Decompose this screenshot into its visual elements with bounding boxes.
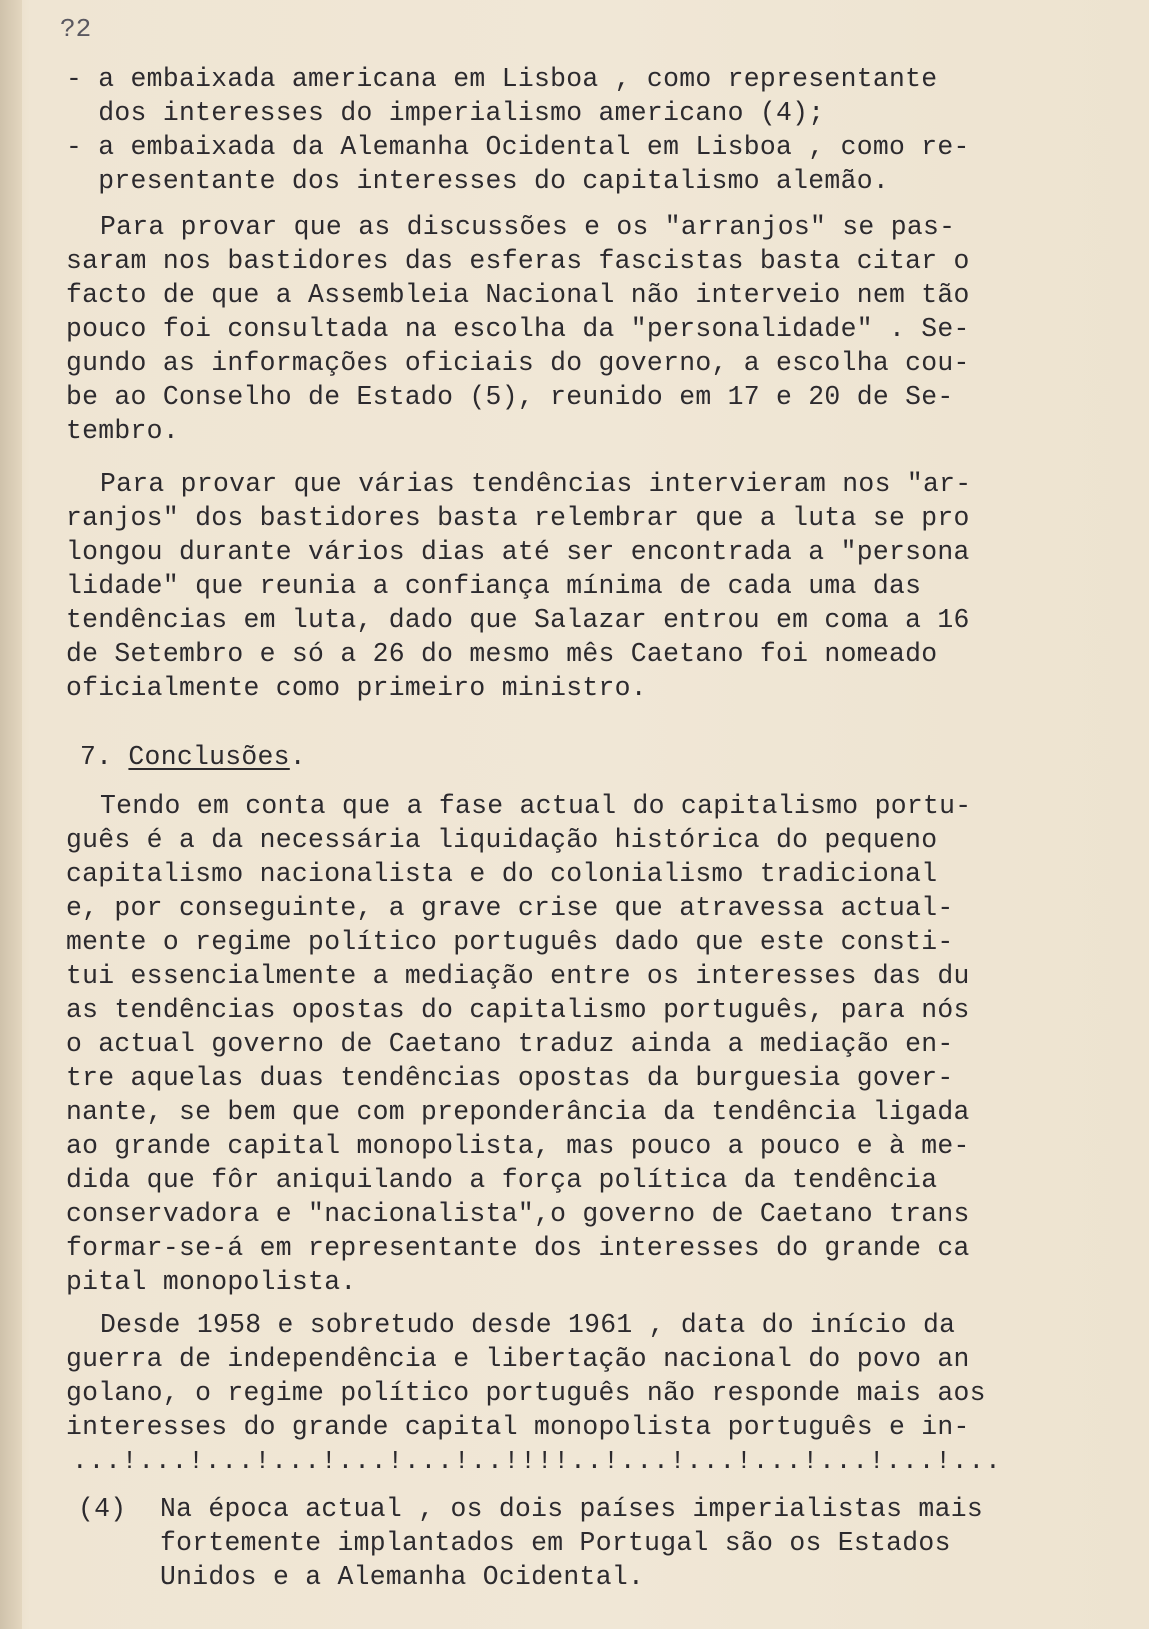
text-line: tembro. <box>66 416 179 446</box>
footnote-separator: ...!...!...!...!...!...!..!!!!..!...!...!...!...!...!... <box>72 1446 1002 1476</box>
section-title: Conclusões <box>128 742 290 772</box>
section-title-period: . <box>289 742 306 772</box>
section-heading <box>80 740 306 774</box>
text-line: tui essencialmente a mediação entre os interesses das du <box>66 961 970 991</box>
text-line: guês é a da necessária liquidação histórica do pequeno <box>66 825 938 855</box>
page-binding-edge <box>0 0 22 1629</box>
footnote-line: Na época actual , os dois países imperialistas mais <box>160 1494 983 1524</box>
text-line: longou durante vários dias até ser encontrada a "persona <box>66 537 970 567</box>
text-line: e, por conseguinte, a grave crise que atravessa actual- <box>66 893 954 923</box>
text-line: Para provar que várias tendências intervieram nos "ar- <box>100 469 972 499</box>
text-line: tendências em luta, dado que Salazar entrou em coma a 16 <box>66 605 970 635</box>
text-line: be ao Conselho de Estado (5), reunido em 17 e 20 de Se- <box>66 382 954 412</box>
text-line: guerra de independência e libertação nacional do povo an <box>66 1344 970 1374</box>
text-line: Para provar que as discussões e os "arranjos" se pas- <box>100 212 956 242</box>
text-line: pouco foi consultada na escolha da "personalidade" . Se- <box>66 314 970 344</box>
text-line: o actual governo de Caetano traduz ainda a mediação en- <box>66 1029 954 1059</box>
text-line: golano, o regime político português não responde mais aos <box>66 1378 986 1408</box>
text-line: interesses do grande capital monopolista português e in- <box>66 1412 970 1442</box>
text-line: saram nos bastidores das esferas fascistas basta citar o <box>66 246 970 276</box>
bullet-line: - a embaixada americana em Lisboa , como representante <box>66 64 938 94</box>
text-line: ao grande capital monopolista, mas pouco a pouco e à me- <box>66 1131 970 1161</box>
text-line: Desde 1958 e sobretudo desde 1961 , data do início da <box>100 1310 956 1340</box>
footnote-line: fortemente implantados em Portugal são os Estados <box>160 1528 951 1558</box>
footnote-marker: (4) <box>78 1494 127 1524</box>
bullet-line: dos interesses do imperialismo americano (4); <box>66 98 825 128</box>
text-line: capitalismo nacionalista e do colonialismo tradicional <box>66 859 938 889</box>
footnote-line: Unidos e a Alemanha Ocidental. <box>160 1562 645 1592</box>
text-line: as tendências opostas do capitalismo português, para nós <box>66 995 970 1025</box>
text-line: mente o regime político português dado que este consti- <box>66 927 954 957</box>
section-number: 7. <box>80 742 113 772</box>
text-line: dida que fôr aniquilando a força política da tendência <box>66 1165 938 1195</box>
text-line: tre aquelas duas tendências opostas da burguesia gover- <box>66 1063 954 1093</box>
text-line: pital monopolista. <box>66 1267 357 1297</box>
text-line: facto de que a Assembleia Nacional não interveio nem tão <box>66 280 970 310</box>
page-number: ?2 <box>60 14 92 44</box>
text-line: de Setembro e só a 26 do mesmo mês Caetano foi nomeado <box>66 639 938 669</box>
text-line: nante, se bem que com preponderância da tendência ligada <box>66 1097 970 1127</box>
text-line: lidade" que reunia a confiança mínima de cada uma das <box>66 571 922 601</box>
text-line: formar-se-á em representante dos interesses do grande ca <box>66 1233 970 1263</box>
text-line: conservadora e "nacionalista",o governo de Caetano trans <box>66 1199 970 1229</box>
bullet-line: presentante dos interesses do capitalismo alemão. <box>66 166 889 196</box>
bullet-line: - a embaixada da Alemanha Ocidental em Lisboa , como re- <box>66 132 970 162</box>
text-line: ranjos" dos bastidores basta relembrar que a luta se pro <box>66 503 970 533</box>
text-line: Tendo em conta que a fase actual do capitalismo portu- <box>100 791 972 821</box>
text-line: oficialmente como primeiro ministro. <box>66 673 647 703</box>
text-line: gundo as informações oficiais do governo, a escolha cou- <box>66 348 970 378</box>
